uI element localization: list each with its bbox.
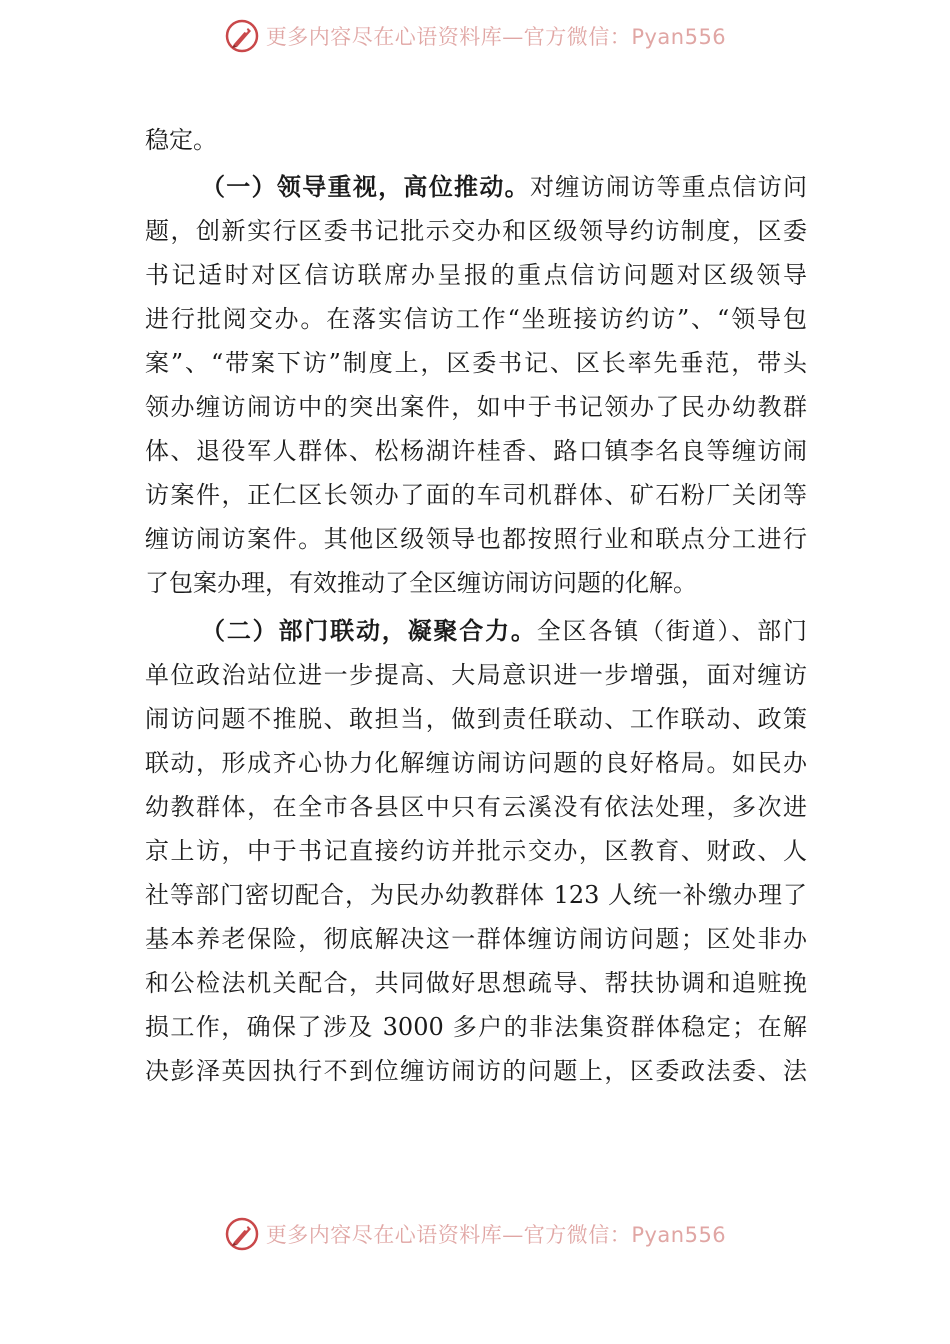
paragraph-text: 全区各镇（街道）、部门 [536,617,807,645]
paragraph-line: 社等部门密切配合，为民办幼教群体 123 人统一补缴办理了 [145,881,807,909]
paragraph-line: 单位政治站位进一步提高、大局意识进一步增强，面对缠访 [145,661,807,689]
paragraph-line: 稳定。 [145,126,217,154]
paragraph-line [145,609,807,653]
paragraph-text: 对缠访闹访等重点信访问 [529,173,807,201]
paragraph-line: 闹访问题不推脱、敢担当，做到责任联动、工作联动、政策 [145,705,807,733]
paragraph-line: 京上访，中于书记直接约访并批示交办，区教育、财政、人 [145,837,807,865]
paragraph-line: 缠访闹访案件。其他区级领导也都按照行业和联点分工进行 [145,525,807,553]
section-heading: （一）领导重视，高位推动。 [201,173,530,201]
paragraph-line: 书记适时对区信访联席办呈报的重点信访问题对区级领导 [145,261,807,289]
paragraph-line: 幼教群体，在全市各县区中只有云溪没有依法处理，多次进 [145,793,807,821]
paragraph-line: 题，创新实行区委书记批示交办和区级领导约访制度，区委 [145,217,807,245]
paragraph-line: 基本养老保险，彻底解决这一群体缠访闹访问题；区处非办 [145,925,807,953]
paragraph-line: 访案件，正仁区长领办了面的车司机群体、矿石粉厂关闭等 [145,481,807,509]
section-1 [145,165,807,605]
section-2 [145,609,807,1093]
paragraph-line: 领办缠访闹访中的突出案件，如中于书记领办了民办幼教群 [145,393,807,421]
paragraph-line [145,165,807,209]
paragraph-line: 了包案办理，有效推动了全区缠访闹访问题的化解。 [145,569,697,597]
wechat-id: Pyan556 [631,1223,727,1247]
paragraph-line: 和公检法机关配合，共同做好思想疏导、帮扶协调和追赃挽 [145,969,807,997]
section-heading: （二）部门联动，凝聚合力。 [201,617,537,645]
paragraph-line: 体、退役军人群体、松杨湖许桂香、路口镇李名良等缠访闹 [145,437,807,465]
document-body [145,118,807,1093]
pen-nib-logo-icon [224,1216,260,1252]
pen-nib-logo-icon [224,18,260,54]
wechat-id: Pyan556 [631,25,727,49]
paragraph-line: 进行批阅交办。在落实信访工作“坐班接访约访”、“领导包 [145,305,807,333]
banner-text: 更多内容尽在心语资料库—官方微信： [265,25,632,49]
banner-text: 更多内容尽在心语资料库—官方微信： [265,1223,632,1247]
paragraph-line: 决彭泽英因执行不到位缠访闹访的问题上，区委政法委、法 [145,1057,807,1085]
footer-banner [0,1212,950,1256]
header-banner [0,14,950,58]
paragraph-line: 损工作，确保了涉及 3000 多户的非法集资群体稳定；在解 [145,1013,807,1041]
paragraph-line: 联动，形成齐心协力化解缠访闹访问题的良好格局。如民办 [145,749,807,777]
paragraph-line: 案”、“带案下访”制度上，区委书记、区长率先垂范，带头 [145,349,807,377]
